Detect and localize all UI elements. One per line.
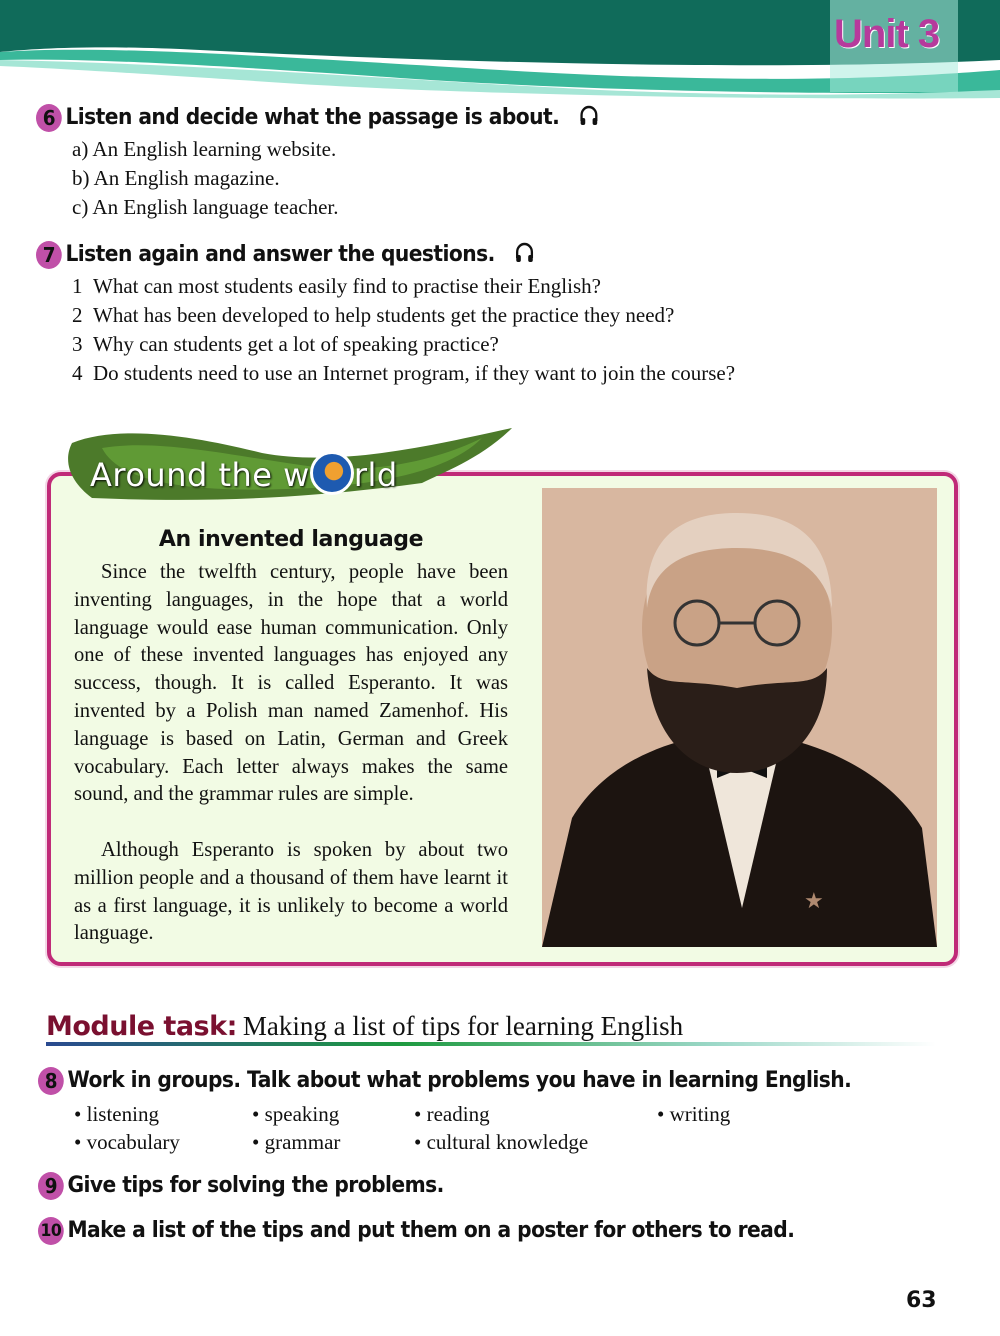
exercise-9-heading: 9 Give tips for solving the problems.	[38, 1172, 444, 1200]
headphones-icon[interactable]	[513, 240, 535, 270]
page-number: 63	[906, 1288, 937, 1313]
exercise-number: 8	[38, 1067, 64, 1095]
globe-icon	[310, 451, 354, 495]
option-c: c) An English language teacher.	[72, 195, 339, 219]
question-3: 3 Why can students get a lot of speaking practice?	[72, 332, 499, 356]
headphones-icon[interactable]	[578, 103, 600, 133]
exercise-10-heading: 10 Make a list of the tips and put them on a poster for others to read.	[38, 1217, 794, 1245]
topic-item: • cultural knowledge	[414, 1130, 589, 1154]
topic-item: • vocabulary	[74, 1130, 180, 1154]
topic-item: • speaking	[252, 1102, 340, 1126]
article-paragraph-2: Although Esperanto is spoken by about two million people and a thousand of them have learnt it as a first language, it is unlikely to become a world language.	[74, 839, 508, 945]
option-a: a) An English learning website.	[72, 137, 337, 161]
exercise-8-heading: 8 Work in groups. Talk about what problems you have in learning English.	[38, 1067, 851, 1095]
exercise-number: 6	[36, 104, 62, 132]
exercise-7-heading: 7 Listen again and answer the questions.	[36, 240, 535, 270]
exercise-6-heading: 6 Listen and decide what the passage is about.	[36, 103, 600, 133]
article-paragraph-1: Since the twelfth century, people have been inventing languages, in the hope that a world language would ease human communication. Only one of these invented languages has enjoyed any success, though. It is called Esperanto. It was invented by a Polish man named Zamenhof. His language is based on Latin, German and Greek vocabulary. Each letter always makes the same sound, and the grammar rules are simple.	[74, 561, 508, 806]
unit-label: Unit 3	[830, 0, 958, 92]
module-task-heading: Module task: Making a list of tips for learning English	[46, 1011, 684, 1042]
topic-item: • grammar	[252, 1130, 341, 1154]
exercise-number: 7	[36, 241, 62, 269]
topic-item: • listening	[74, 1102, 159, 1126]
topic-item: • writing	[657, 1102, 731, 1126]
question-2: 2 What has been developed to help students get the practice they need?	[72, 303, 675, 327]
zamenhof-portrait	[542, 488, 937, 947]
article-title: An invented language	[158, 527, 424, 552]
exercise-number: 10	[38, 1217, 64, 1245]
exercise-number: 9	[38, 1172, 64, 1200]
around-the-world-banner: Around the w rld	[62, 428, 512, 508]
option-b: b) An English magazine.	[72, 166, 280, 190]
svg-text:★: ★	[804, 888, 824, 913]
question-4: 4 Do students need to use an Internet program, if they want to join the course?	[72, 361, 736, 385]
topic-item: • reading	[414, 1102, 490, 1126]
module-task-underline	[46, 1042, 936, 1046]
question-1: 1 What can most students easily find to practise their English?	[72, 274, 601, 298]
